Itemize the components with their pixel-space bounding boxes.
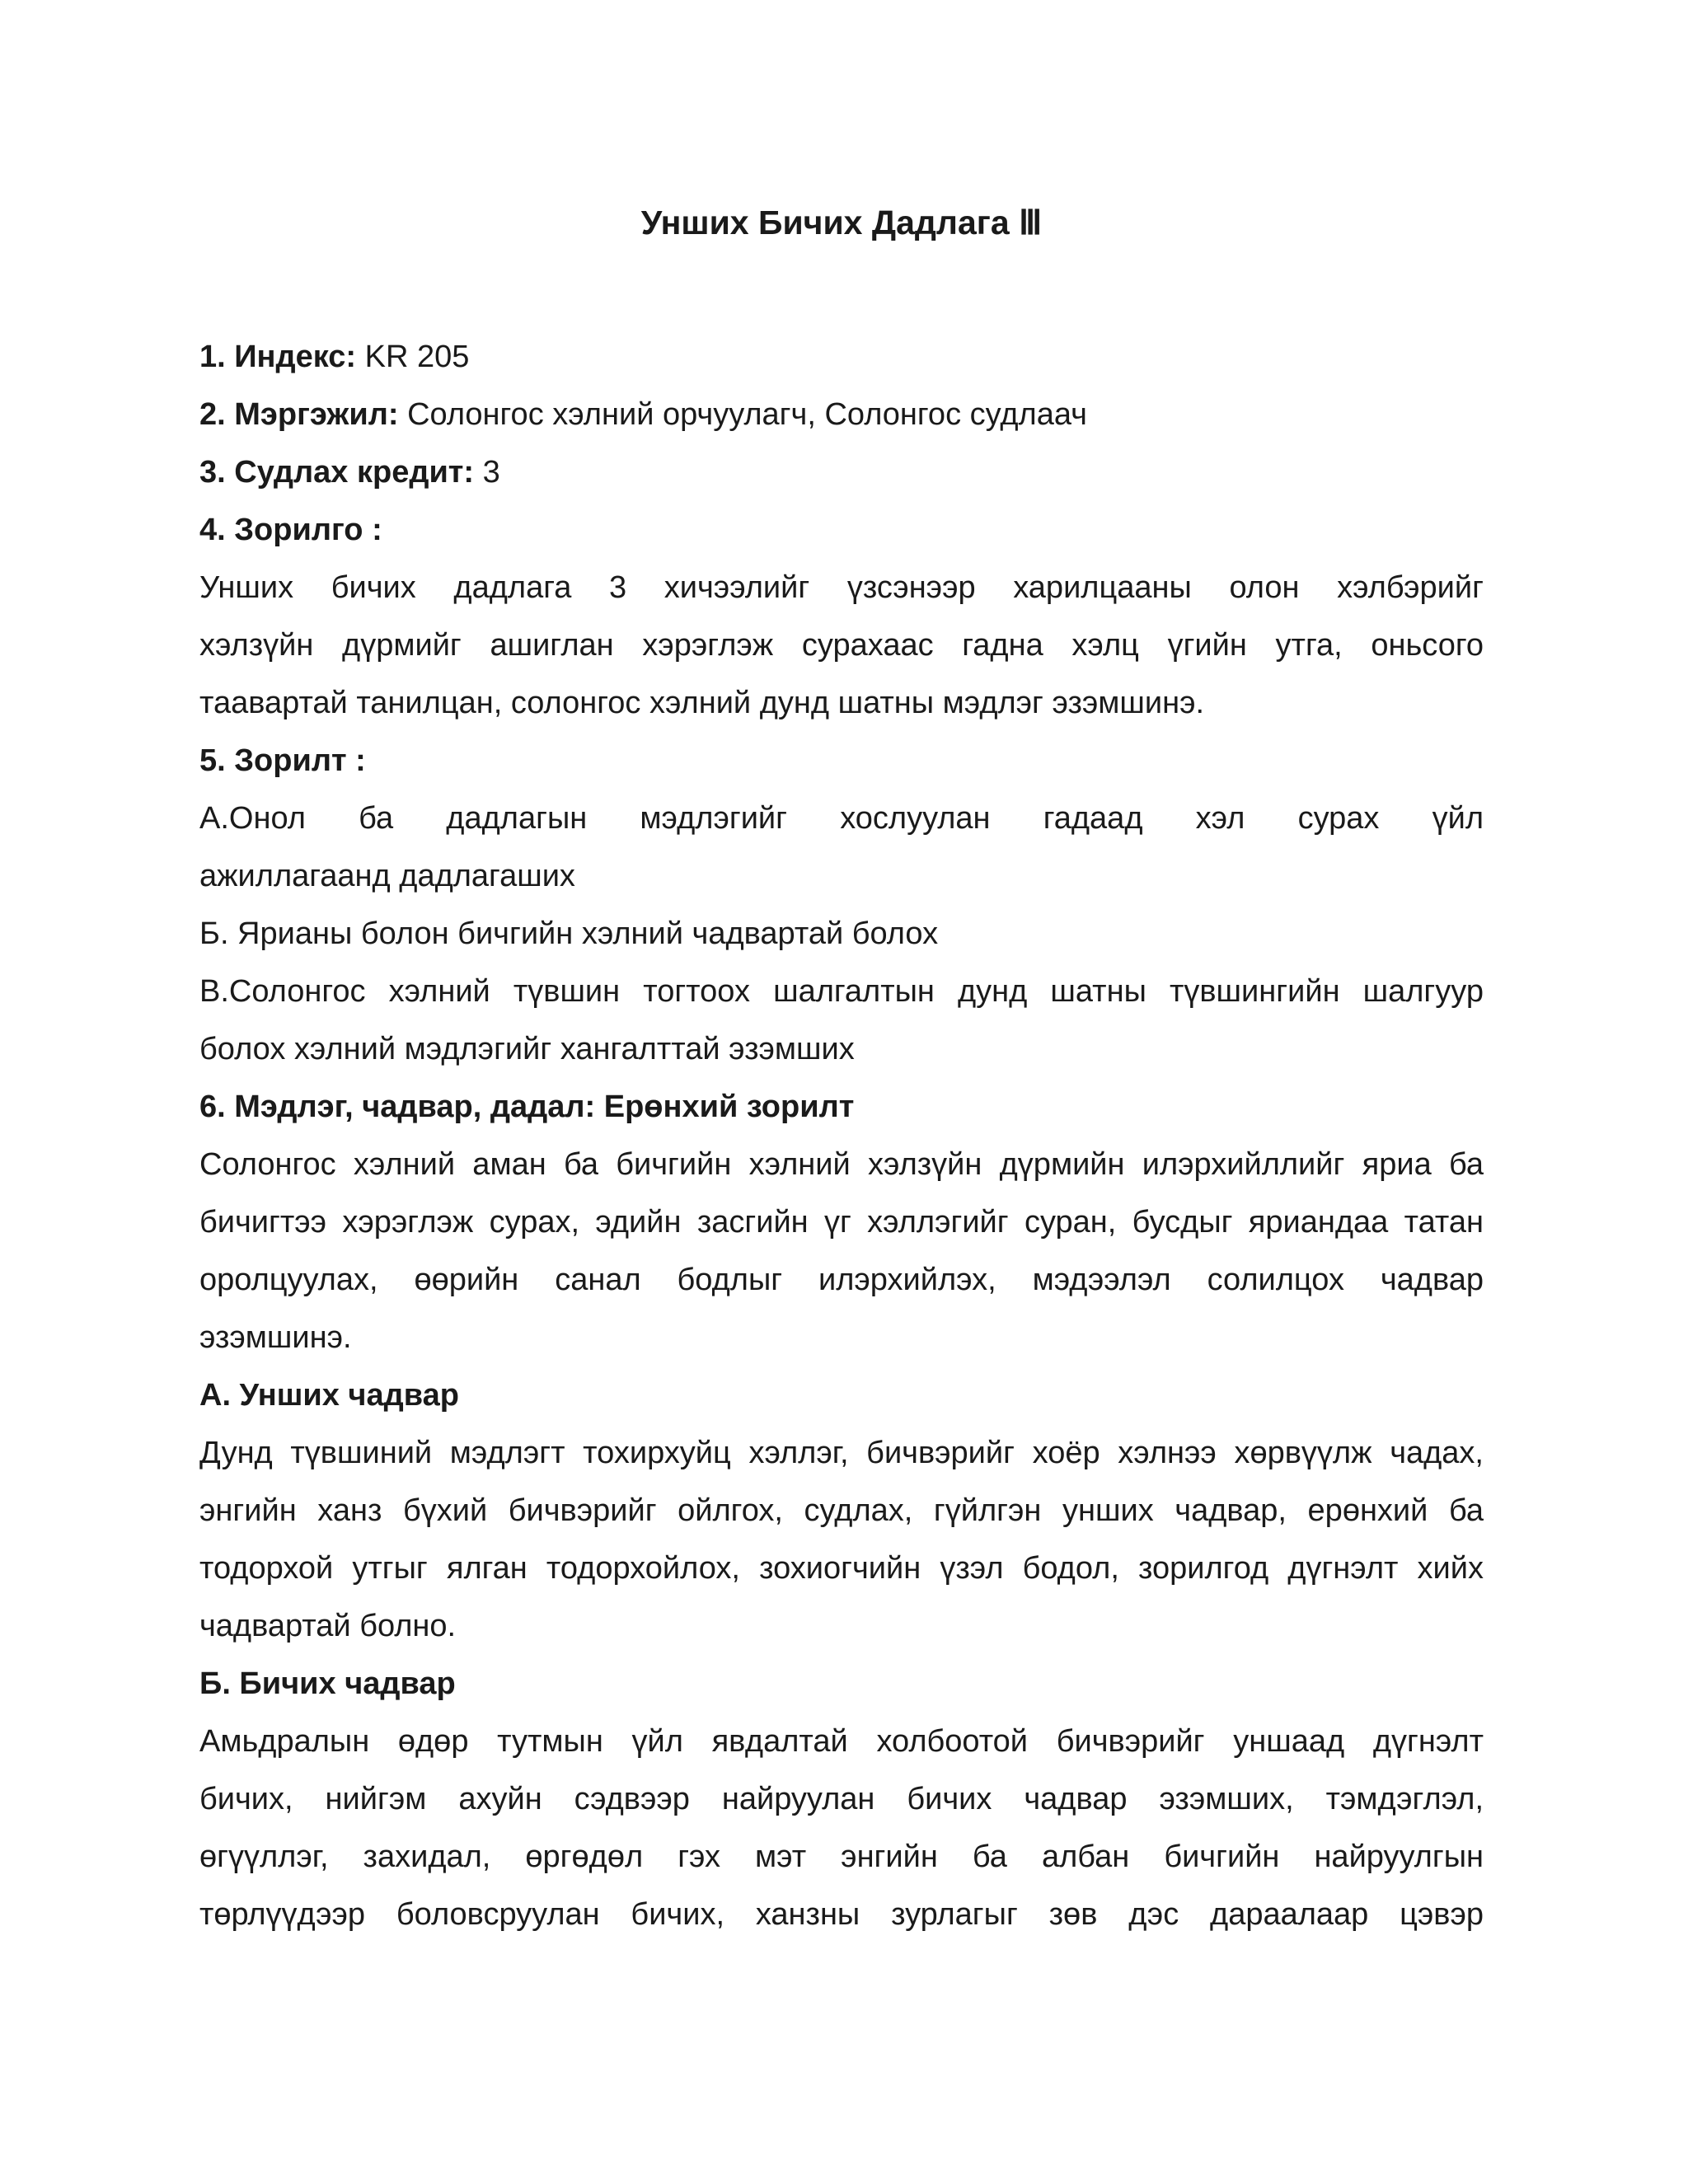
goal-heading: 4. Зорилго :: [199, 513, 382, 547]
writing-line: бичих, нийгэм ахуйн сэдвээр найруулан бичих чадвар эзэмших, тэмдэглэл,: [199, 1782, 1484, 1816]
reading-line: Дунд түвшиний мэдлэгт тохирхуйц хэллэг, бичвэрийг хоёр хэлнээ хөрвүүлж чадах,: [199, 1436, 1484, 1470]
major-row: [199, 386, 1484, 443]
goal-line: хэлзүйн дүрмийг ашиглан хэрэглэж сурахаас гадна хэлц үгийн утга, оньсого: [199, 628, 1484, 663]
index-value: KR 205: [356, 340, 470, 374]
goal-line: Унших бичих дадлага 3 хичээлийг үзсэнээр харилцааны олон хэлбэрийг: [199, 570, 1484, 605]
goal-line: таавартай танилцан, солонгос хэлний дунд шатны мэдлэг эзэмшинэ.: [199, 686, 1205, 720]
writing-heading: Б. Бичих чадвар: [199, 1666, 456, 1701]
skills-heading: 6. Мэдлэг, чадвар, дадал: Ерөнхий зорилт: [199, 1090, 855, 1124]
credit-label: 3. Судлах кредит:: [199, 455, 475, 490]
reading-heading: А. Унших чадвар: [199, 1378, 459, 1413]
reading-line: энгийн ханз бүхий бичвэрийг ойлгох, судлах, гүйлгэн унших чадвар, ерөнхий ба: [199, 1493, 1484, 1528]
index-row: [199, 328, 1484, 386]
objective-a-line: ажиллагаанд дадлагаших: [199, 859, 575, 893]
writing-line: төрлүүдээр боловсруулан бичих, ханзны зурлагыг зөв дэс дараалаар цэвэр: [199, 1897, 1484, 1932]
reading-line: тодорхой утгыг ялган тодорхойлох, зохиогчийн үзэл бодол, зорилгод дүгнэлт хийх: [199, 1551, 1484, 1586]
skills-line: оролцуулах, өөрийн санал бодлыг илэрхийлэх, мэдээлэл солилцох чадвар: [199, 1263, 1484, 1297]
objective-c-line: В.Солонгос хэлний түвшин тогтоох шалгалтын дунд шатны түвшингийн шалгуур: [199, 974, 1484, 1009]
objective-a-line: А.Онол ба дадлагын мэдлэгийг хослуулан гадаад хэл сурах үйл: [199, 801, 1484, 836]
page-title: Унших Бичих Дадлага Ⅲ: [640, 204, 1043, 241]
reading-line: чадвартай болно.: [199, 1609, 457, 1643]
credit-value: 3: [474, 455, 500, 490]
skills-line: эзэмшинэ.: [199, 1320, 352, 1355]
skills-line: бичигтээ хэрэглэж сурах, эдийн засгийн үг хэллэгийг суран, бусдыг яриандаа татан: [199, 1205, 1484, 1240]
major-label: 2. Мэргэжил:: [199, 397, 399, 432]
major-value: Солонгос хэлний орчуулагч, Солонгос судлаач: [398, 397, 1087, 432]
objective-c-line: болох хэлний мэдлэгийг хангалттай эзэмших: [199, 1032, 855, 1066]
document-body: [199, 328, 1484, 1943]
credit-row: [199, 443, 1484, 501]
writing-line: Амьдралын өдөр тутмын үйл явдалтай холбоотой бичвэрийг уншаад дүгнэлт: [199, 1724, 1484, 1759]
objective-heading: 5. Зорилт :: [199, 743, 366, 778]
skills-line: Солонгос хэлний аман ба бичгийн хэлний хэлзүйн дүрмийн илэрхийллийг яриа ба: [199, 1147, 1484, 1182]
index-label: 1. Индекс:: [199, 340, 357, 374]
objective-b: Б. Ярианы болон бичгийн хэлний чадвартай болох: [199, 916, 939, 951]
writing-line: өгүүллэг, захидал, өргөдөл гэх мэт энгийн ба албан бичгийн найруулгын: [199, 1840, 1484, 1874]
